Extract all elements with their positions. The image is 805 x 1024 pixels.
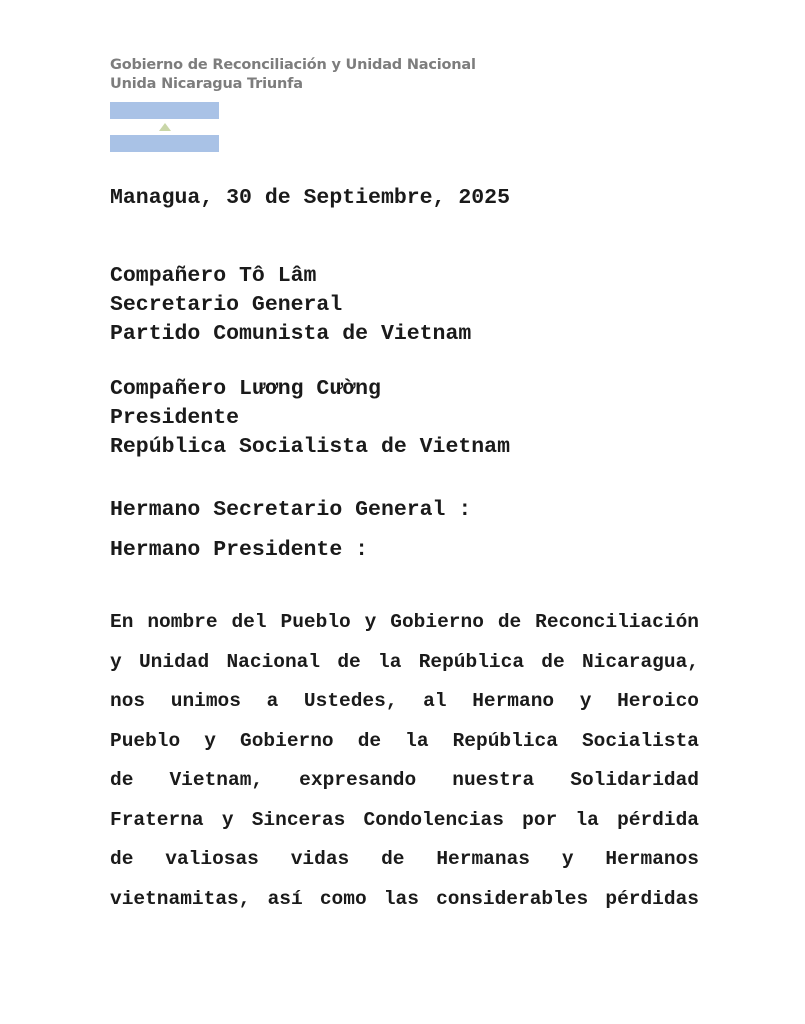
nicaragua-flag-icon — [110, 102, 219, 152]
salutation: Hermano Presidente : — [110, 538, 369, 562]
salutations — [110, 490, 471, 570]
body-line: Fraterna y Sinceras Condolencias por la pérdida — [110, 808, 699, 831]
recipient-organization: Partido Comunista de Vietnam — [110, 322, 472, 346]
letter-date: Managua, 30 de Septiembre, 2025 — [110, 186, 510, 210]
recipient-organization: República Socialista de Vietnam — [110, 435, 510, 459]
recipient-name: Compañero Tô Lâm — [110, 264, 317, 288]
recipient-name: Compañero Lương Cường — [110, 377, 381, 401]
letterhead-government-name: Gobierno de Reconciliación y Unidad Nacional — [110, 57, 476, 73]
body-line: y Unidad Nacional de la República de Nicaragua, — [110, 650, 699, 673]
letter-body-paragraph — [110, 603, 699, 919]
recipient-title: Secretario General — [110, 293, 343, 317]
salutation: Hermano Secretario General : — [110, 498, 472, 522]
recipient-secretary-general — [110, 262, 471, 349]
coat-of-arms-icon — [159, 123, 171, 131]
letterhead — [110, 56, 476, 94]
body-line: Pueblo y Gobierno de la República Socialista — [110, 729, 699, 752]
body-line: de Vietnam, expresando nuestra Solidaridad — [110, 769, 699, 791]
recipient-president — [110, 375, 510, 462]
letterhead-slogan: Unida Nicaragua Triunfa — [110, 76, 303, 92]
body-line: nos unimos a Ustedes, al Hermano y Heroico — [110, 690, 699, 712]
recipient-title: Presidente — [110, 406, 240, 430]
body-line: de valiosas vidas de Hermanas y Hermanos — [110, 848, 699, 870]
body-line: vietnamitas, así como las considerables pérdidas — [110, 887, 699, 910]
body-line: En nombre del Pueblo y Gobierno de Reconciliación — [110, 611, 699, 633]
